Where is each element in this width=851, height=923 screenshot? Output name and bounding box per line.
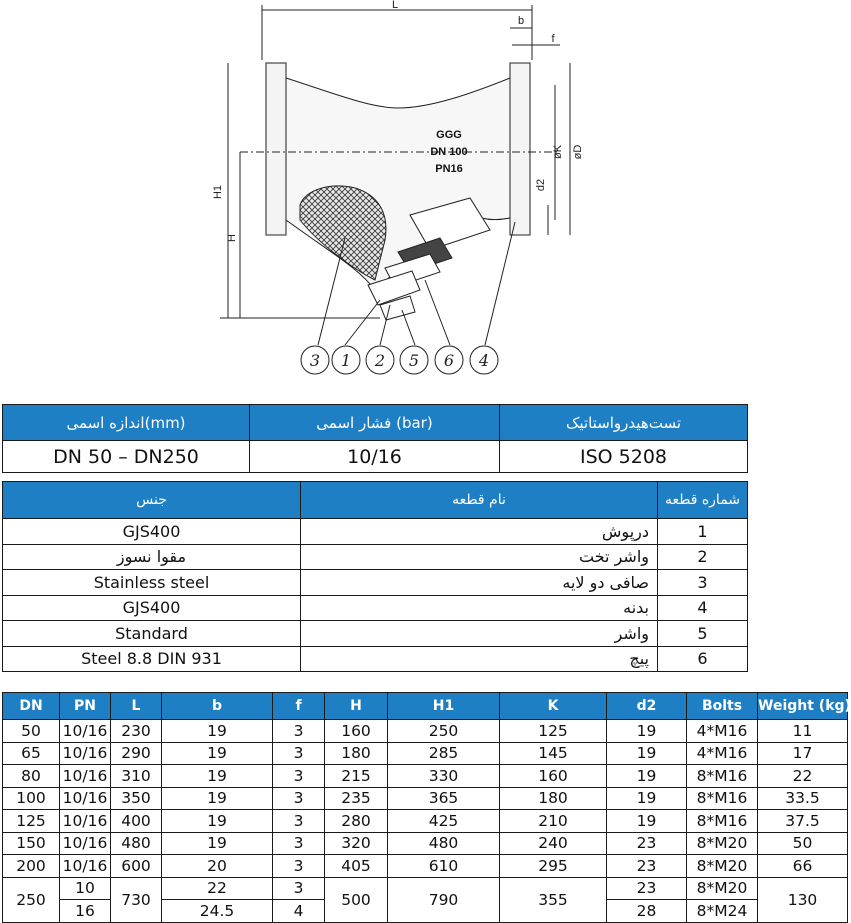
dims-header-f: f (273, 693, 325, 720)
dim-h-label: H (226, 234, 238, 242)
cell-no: 2 (658, 544, 748, 570)
table-cell: 150 (3, 832, 60, 855)
dims-header-d2: d2 (607, 693, 687, 720)
dims-header-dn: DN (3, 693, 60, 720)
body-text-material: GGG (436, 129, 462, 141)
table-cell: 8*M16 (687, 810, 758, 833)
callout-2: 2 (374, 351, 386, 370)
cell-f: 3 (273, 877, 325, 900)
cell-b: 24.5 (162, 900, 273, 923)
table-cell: 4*M16 (687, 720, 758, 743)
table-cell: 11 (758, 720, 848, 743)
table-cell: 160 (325, 720, 388, 743)
table-cell: 22 (758, 765, 848, 788)
table-row (3, 570, 748, 596)
table-cell: 17 (758, 742, 848, 765)
table-cell: 20 (162, 855, 273, 878)
table-cell: 405 (325, 855, 388, 878)
callout-6: 6 (443, 351, 455, 370)
cell-dn: 250 (3, 877, 60, 922)
table-cell: 3 (273, 742, 325, 765)
table-row (3, 810, 848, 833)
table-cell: 10/16 (60, 742, 111, 765)
table-cell: 10/16 (60, 765, 111, 788)
table-row (3, 621, 748, 647)
table-row (3, 877, 848, 900)
table-cell: 10/16 (60, 832, 111, 855)
table-cell: 480 (111, 832, 162, 855)
left-flange (266, 63, 286, 235)
table-row (3, 787, 848, 810)
cell-d2: 28 (607, 900, 687, 923)
table-cell: 235 (325, 787, 388, 810)
cell-no: 1 (658, 519, 748, 545)
cell-no: 6 (658, 646, 748, 672)
strainer-screen (300, 186, 386, 280)
table-cell: 210 (500, 810, 607, 833)
table-cell: 19 (607, 742, 687, 765)
table-cell: 310 (111, 765, 162, 788)
parts-header-no: شماره قطعه (658, 482, 748, 519)
cell-material: Standard (3, 621, 301, 647)
table-cell: 19 (162, 810, 273, 833)
cell-f: 4 (273, 900, 325, 923)
parts-table (2, 481, 748, 672)
cell-k: 355 (500, 877, 607, 922)
dims-header-k: K (500, 693, 607, 720)
table-cell: 3 (273, 855, 325, 878)
callout-4: 4 (478, 351, 490, 370)
table-cell: 3 (273, 832, 325, 855)
table-cell: 10/16 (60, 810, 111, 833)
table-row (3, 646, 748, 672)
table-row (3, 720, 848, 743)
table-cell: 240 (500, 832, 607, 855)
cell-material: Stainless steel (3, 570, 301, 596)
table-cell: 19 (607, 720, 687, 743)
dims-header-weight-kg: Weight (kg) (758, 693, 848, 720)
table-cell: 610 (388, 855, 500, 878)
dims-header-l: L (111, 693, 162, 720)
table-cell: 10/16 (60, 720, 111, 743)
table-cell: 50 (758, 832, 848, 855)
cell-material: Steel 8.8 DIN 931 (3, 646, 301, 672)
callout-5: 5 (408, 351, 420, 370)
cell-no: 5 (658, 621, 748, 647)
table-row (3, 855, 848, 878)
cell-pn: 10 (60, 877, 111, 900)
cell-no: 4 (658, 595, 748, 621)
dim-b-label: b (517, 15, 525, 27)
table-cell: 180 (500, 787, 607, 810)
table-cell: 295 (500, 855, 607, 878)
callout-1: 1 (340, 351, 352, 370)
spec-pressure-value: 10/16 (250, 441, 500, 473)
dim-d-label: øD (572, 144, 584, 160)
table-cell: 19 (162, 832, 273, 855)
strainer-drawing (0, 0, 750, 390)
table-cell: 200 (3, 855, 60, 878)
body-text-size: DN 100 (430, 146, 468, 158)
table-cell: 23 (607, 855, 687, 878)
table-cell: 215 (325, 765, 388, 788)
table-cell: 330 (388, 765, 500, 788)
table-cell: 33.5 (758, 787, 848, 810)
spec-test-value: ISO 5208 (500, 441, 748, 473)
table-cell: 480 (388, 832, 500, 855)
dims-header-pn: PN (60, 693, 111, 720)
dim-l-label: L (391, 0, 399, 11)
table-cell: 320 (325, 832, 388, 855)
table-cell: 100 (3, 787, 60, 810)
cell-h1: 790 (388, 877, 500, 922)
cell-b: 22 (162, 877, 273, 900)
callout-3: 3 (309, 351, 321, 370)
table-cell: 290 (111, 742, 162, 765)
cell-bolts: 8*M20 (687, 877, 758, 900)
spec-header-size: اندازه اسمی(mm) (3, 405, 250, 441)
cell-material: GJS400 (3, 519, 301, 545)
table-cell: 23 (607, 832, 687, 855)
table-cell: 19 (162, 765, 273, 788)
spec-header-pressure: فشار اسمی (bar) (250, 405, 500, 441)
cell-name: پیچ (301, 646, 658, 672)
table-cell: 65 (3, 742, 60, 765)
cell-name: درپوش (301, 519, 658, 545)
table-cell: 285 (388, 742, 500, 765)
table-cell: 350 (111, 787, 162, 810)
cell-weight: 130 (758, 877, 848, 922)
cell-name: واشر (301, 621, 658, 647)
table-row (3, 742, 848, 765)
cell-l: 730 (111, 877, 162, 922)
table-row (3, 544, 748, 570)
table-cell: 230 (111, 720, 162, 743)
table-cell: 125 (3, 810, 60, 833)
table-cell: 400 (111, 810, 162, 833)
cell-name: صافی دو لایه (301, 570, 658, 596)
table-cell: 19 (607, 765, 687, 788)
table-cell: 180 (325, 742, 388, 765)
table-row (3, 519, 748, 545)
table-cell: 280 (325, 810, 388, 833)
body-text-pressure: PN16 (435, 163, 463, 175)
table-cell: 600 (111, 855, 162, 878)
cell-name: بدنه (301, 595, 658, 621)
dim-d2-label: d2 (535, 178, 547, 192)
table-cell: 19 (607, 810, 687, 833)
table-cell: 8*M16 (687, 787, 758, 810)
table-cell: 19 (162, 742, 273, 765)
table-cell: 37.5 (758, 810, 848, 833)
table-cell: 160 (500, 765, 607, 788)
cell-no: 3 (658, 570, 748, 596)
cell-d2: 23 (607, 877, 687, 900)
parts-header-material: جنس (3, 482, 301, 519)
table-cell: 66 (758, 855, 848, 878)
table-cell: 80 (3, 765, 60, 788)
dims-header-h: H (325, 693, 388, 720)
table-cell: 145 (500, 742, 607, 765)
right-flange (510, 63, 530, 235)
table-cell: 4*M16 (687, 742, 758, 765)
table-cell: 19 (607, 787, 687, 810)
table-cell: 19 (162, 720, 273, 743)
table-cell: 19 (162, 787, 273, 810)
cell-h: 500 (325, 877, 388, 922)
dim-h1-label: H1 (212, 184, 224, 200)
table-cell: 250 (388, 720, 500, 743)
dimensions-table (2, 692, 851, 923)
cell-name: واشر تخت (301, 544, 658, 570)
spec-table (2, 404, 748, 473)
valve-body (286, 78, 510, 290)
table-cell: 425 (388, 810, 500, 833)
dims-header-bolts: Bolts (687, 693, 758, 720)
table-cell: 365 (388, 787, 500, 810)
table-cell: 3 (273, 720, 325, 743)
table-row (3, 595, 748, 621)
table-cell: 50 (3, 720, 60, 743)
dims-header-h1: H1 (388, 693, 500, 720)
cell-bolts: 8*M24 (687, 900, 758, 923)
parts-header-name: نام قطعه (301, 482, 658, 519)
cell-material: مقوا نسوز (3, 544, 301, 570)
table-row (3, 832, 848, 855)
cell-pn: 16 (60, 900, 111, 923)
table-cell: 125 (500, 720, 607, 743)
spec-size-value: DN 50 – DN250 (3, 441, 250, 473)
table-cell: 10/16 (60, 855, 111, 878)
dim-f-label: f (551, 33, 555, 45)
dim-k-label: øK (552, 144, 564, 160)
table-cell: 10/16 (60, 787, 111, 810)
spec-header-test: تست‌هیدرواستاتیک (500, 405, 748, 441)
table-cell: 8*M20 (687, 855, 758, 878)
table-cell: 3 (273, 787, 325, 810)
table-cell: 3 (273, 765, 325, 788)
cell-material: GJS400 (3, 595, 301, 621)
table-cell: 8*M20 (687, 832, 758, 855)
table-row (3, 765, 848, 788)
dims-header-b: b (162, 693, 273, 720)
table-cell: 3 (273, 810, 325, 833)
table-cell: 8*M16 (687, 765, 758, 788)
